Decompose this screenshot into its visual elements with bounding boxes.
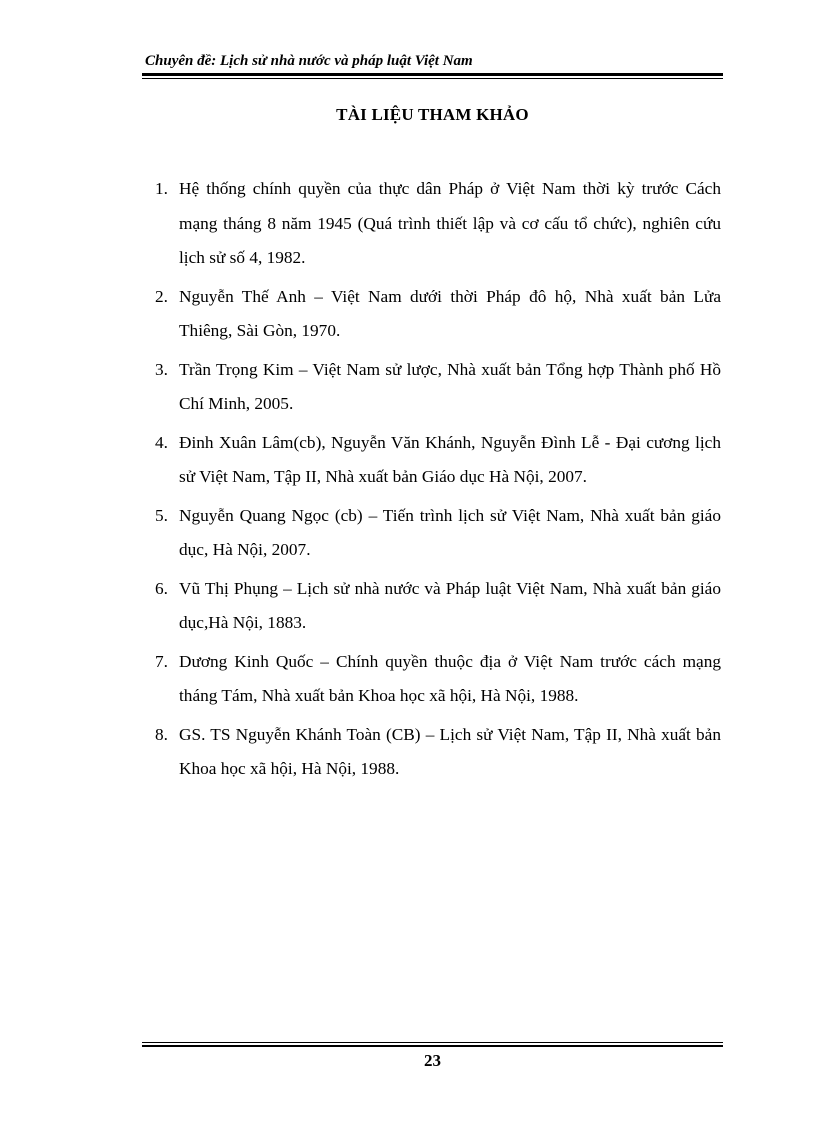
reference-text: Dương Kinh Quốc – Chính quyền thuộc địa ở Việt Nam trước cách mạng tháng Tám, Nhà xuất bản Khoa học xã hội, Hà Nội, 1988. — [179, 651, 721, 705]
reference-item-6 — [155, 572, 721, 641]
reference-text: Trần Trọng Kim – Việt Nam sử lược, Nhà xuất bản Tổng hợp Thành phố Hồ Chí Minh, 2005. — [179, 359, 721, 413]
reference-text: Hệ thống chính quyền của thực dân Pháp ở Việt Nam thời kỳ trước Cách mạng tháng 8 năm 1945 (Quá trình thiết lập và cơ cấu tổ chức), nghiên cứu lịch sử số 4, 1982. — [179, 179, 721, 267]
reference-list — [155, 172, 721, 791]
reference-item-7 — [155, 645, 721, 714]
reference-text: GS. TS Nguyễn Khánh Toàn (CB) – Lịch sử Việt Nam, Tập II, Nhà xuất bản Khoa học xã hội, Hà Nội, 1988. — [179, 724, 721, 778]
footer-rule-thick — [142, 1045, 723, 1047]
reference-number: 8. — [155, 724, 168, 744]
reference-number: 2. — [155, 286, 168, 306]
reference-number: 4. — [155, 432, 168, 452]
reference-text: Vũ Thị Phụng – Lịch sử nhà nước và Pháp luật Việt Nam, Nhà xuất bản giáo dục,Hà Nội, 1883. — [179, 578, 721, 632]
header-rule-thin — [142, 78, 723, 79]
header-rule-thick — [142, 73, 723, 76]
reference-item-4 — [155, 426, 721, 495]
reference-item-8 — [155, 718, 721, 787]
page-number: 23 — [424, 1051, 441, 1070]
reference-number: 6. — [155, 578, 168, 598]
reference-text: Đinh Xuân Lâm(cb), Nguyễn Văn Khánh, Nguyễn Đình Lễ - Đại cương lịch sử Việt Nam, Tập II, Nhà xuất bản Giáo dục Hà Nội, 2007. — [179, 432, 721, 486]
reference-number: 7. — [155, 651, 168, 671]
reference-item-2 — [155, 280, 721, 349]
reference-number: 1. — [155, 179, 168, 198]
reference-text: Nguyễn Quang Ngọc (cb) – Tiến trình lịch sử Việt Nam, Nhà xuất bản giáo dục, Hà Nội, 2007. — [179, 505, 721, 559]
reference-item-5 — [155, 499, 721, 568]
reference-number: 3. — [155, 359, 168, 379]
reference-item-3 — [155, 353, 721, 422]
footer-rule-thin — [142, 1042, 723, 1043]
page-title: TÀI LIỆU THAM KHẢO — [336, 105, 529, 124]
running-header: Chuyên đề: Lịch sử nhà nước và pháp luật Việt Nam — [145, 53, 473, 69]
reference-number: 5. — [155, 505, 168, 525]
reference-text: Nguyễn Thế Anh – Việt Nam dưới thời Pháp đô hộ, Nhà xuất bản Lửa Thiêng, Sài Gòn, 1970. — [179, 286, 721, 340]
reference-item-1 — [155, 172, 721, 276]
